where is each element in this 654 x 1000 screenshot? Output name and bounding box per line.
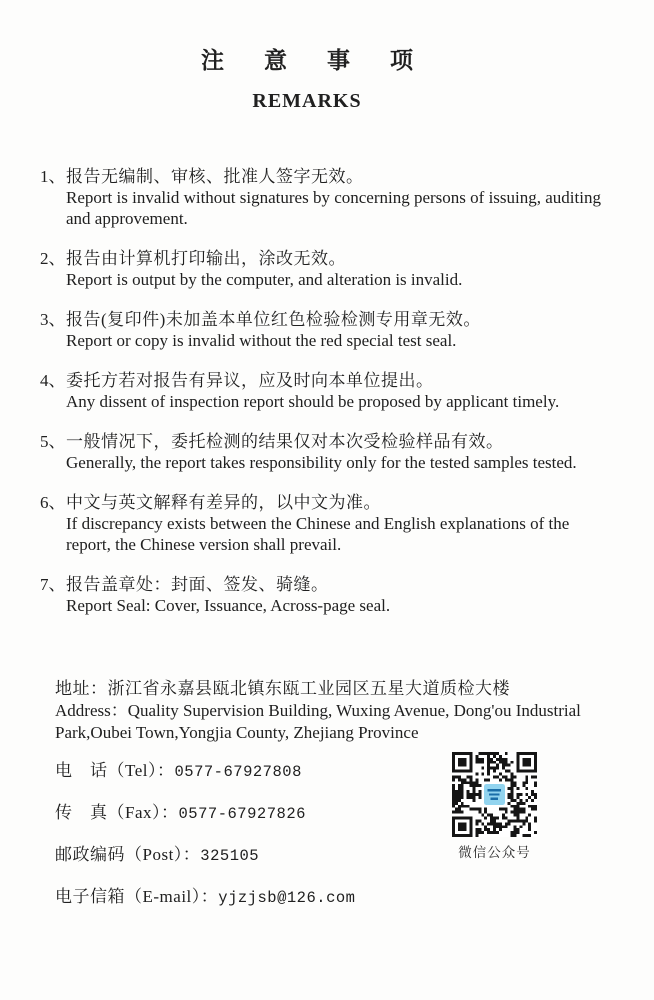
remark-item bbox=[40, 248, 614, 290]
address-line-zh: 地址：浙江省永嘉县瓯北镇东瓯工业园区五星大道质检大楼 bbox=[55, 679, 510, 698]
remark-item bbox=[40, 370, 614, 412]
tel-label: 电 话（Tel）： bbox=[55, 761, 175, 780]
remark-text-en: Any dissent of inspection report should be proposed by applicant timely. bbox=[66, 392, 560, 411]
post-value: 325105 bbox=[200, 847, 260, 865]
wechat-qr-label: 微信公众号 bbox=[458, 845, 531, 860]
remark-body bbox=[66, 166, 614, 229]
remark-text-zh: 中文与英文解释有差异的，以中文为准。 bbox=[66, 493, 381, 512]
email-label: 电子信箱（E-mail）： bbox=[55, 887, 219, 906]
remark-number: 5、 bbox=[40, 432, 66, 451]
remark-item bbox=[40, 309, 614, 351]
contact-row-email bbox=[55, 886, 614, 909]
remark-number: 6、 bbox=[40, 493, 66, 512]
remark-text-en: Report Seal: Cover, Issuance, Across-page seal. bbox=[66, 596, 391, 615]
fax-value: 0577-67927826 bbox=[178, 805, 306, 823]
remark-text-zh: 报告由计算机打印输出，涂改无效。 bbox=[66, 249, 346, 268]
remarks-list bbox=[40, 166, 614, 616]
remark-body bbox=[66, 431, 614, 473]
remark-text-en: Report is output by the computer, and alteration is invalid. bbox=[66, 270, 463, 289]
remark-item bbox=[40, 431, 614, 473]
remark-number: 3、 bbox=[40, 310, 66, 329]
remark-text-zh: 报告无编制、审核、批准人签字无效。 bbox=[66, 167, 364, 186]
page-header bbox=[40, 46, 574, 114]
remark-text-en: Report or copy is invalid without the red special test seal. bbox=[66, 331, 457, 350]
post-label: 邮政编码（Post）： bbox=[55, 845, 201, 864]
tel-value: 0577-67927808 bbox=[174, 763, 302, 781]
remark-text-en: Report is invalid without signatures by concerning persons of issuing, auditing and approvement. bbox=[66, 188, 601, 228]
remark-item bbox=[40, 492, 614, 555]
remark-text-zh: 报告盖章处：封面、签发、骑缝。 bbox=[66, 575, 329, 594]
remark-text-zh: 一般情况下，委托检测的结果仅对本次受检验样品有效。 bbox=[66, 432, 504, 451]
remark-text-zh: 报告(复印件)未加盖本单位红色检验检测专用章无效。 bbox=[66, 310, 481, 329]
remark-text-zh: 委托方若对报告有异议，应及时向本单位提出。 bbox=[66, 371, 434, 390]
remark-body bbox=[66, 370, 614, 412]
email-value: yjzjsb@126.com bbox=[218, 889, 356, 907]
fax-label: 传 真（Fax）： bbox=[55, 803, 179, 822]
address-line-en: Address：Quality Supervision Building, Wuxing Avenue, Dong'ou Industrial Park,Oubei Town,Yongjia County, Zhejiang Province bbox=[55, 701, 581, 742]
remark-text-en: If discrepancy exists between the Chinese and English explanations of the report, the Chinese version shall prevail. bbox=[66, 514, 570, 554]
remark-number: 7、 bbox=[40, 575, 66, 594]
wechat-qr-icon bbox=[452, 752, 537, 837]
remark-text-en: Generally, the report takes responsibility only for the tested samples tested. bbox=[66, 453, 577, 472]
remark-body bbox=[66, 574, 614, 616]
remark-body bbox=[66, 492, 614, 555]
remark-number: 4、 bbox=[40, 371, 66, 390]
remark-number: 2、 bbox=[40, 249, 66, 268]
page-title: 注意事项 bbox=[201, 48, 453, 73]
remark-number: 1、 bbox=[40, 167, 66, 186]
wechat-qr-block bbox=[452, 752, 537, 861]
remark-body bbox=[66, 309, 614, 351]
page-subtitle: REMARKS bbox=[252, 90, 362, 112]
remark-item bbox=[40, 574, 614, 616]
remark-body bbox=[66, 248, 614, 290]
remark-item bbox=[40, 166, 614, 229]
